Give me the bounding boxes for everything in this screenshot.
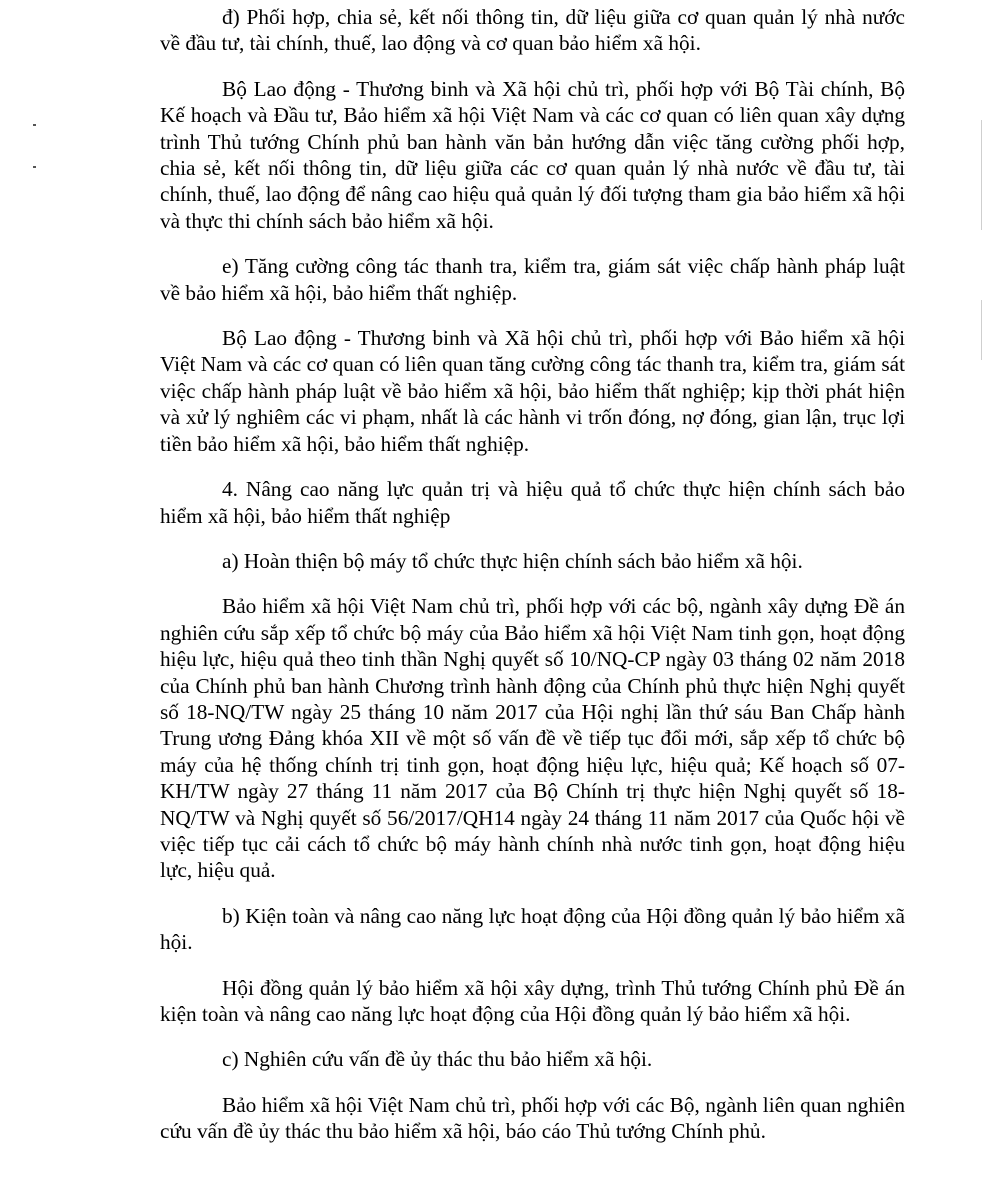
document-body <box>160 4 905 1163</box>
paragraph-a-body: Bảo hiểm xã hội Việt Nam chủ trì, phối hợp với các bộ, ngành xây dựng Đề án nghiên cứu sắp xếp tổ chức bộ máy của Bảo hiểm xã hội Việt Nam tinh gọn, hoạt động hiệu lực, hiệu quả theo tinh thần Nghị quyết số 10/NQ-CP ngày 03 tháng 02 năm 2018 của Chính phủ ban hành Chương trình hành động của Chính phủ thực hiện Nghị quyết số 18-NQ/TW ngày 25 tháng 10 năm 2017 của Hội nghị lần thứ sáu Ban Chấp hành Trung ương Đảng khóa XII về một số vấn đề về tiếp tục đổi mới, sắp xếp tổ chức bộ máy của hệ thống chính trị tinh gọn, hoạt động hiệu lực, hiệu quả; Kế hoạch số 07-KH/TW ngày 27 tháng 11 năm 2017 của Bộ Chính trị thực hiện Nghị quyết số 18-NQ/TW và Nghị quyết số 56/2017/QH14 ngày 24 tháng 11 năm 2017 của Quốc hội về việc tiếp tục cải cách tổ chức bộ máy hành chính nhà nước tinh gọn, hoạt động hiệu lực, hiệu quả. <box>160 594 905 883</box>
paragraph-d-body: Bộ Lao động - Thương binh và Xã hội chủ trì, phối hợp với Bộ Tài chính, Bộ Kế hoạch và Đầu tư, Bảo hiểm xã hội Việt Nam và các cơ quan có liên quan xây dựng trình Thủ tướng Chính phủ ban hành văn bản hướng dẫn việc tăng cường phối hợp, chia sẻ, kết nối thông tin, dữ liệu giữa các cơ quan quản lý nhà nước về đầu tư, tài chính, thuế, lao động để nâng cao hiệu quả quản lý đối tượng tham gia bảo hiểm xã hội và thực thi chính sách bảo hiểm xã hội. <box>160 76 905 233</box>
margin-mark <box>33 124 36 126</box>
section-4-heading: 4. Nâng cao năng lực quản trị và hiệu quả tổ chức thực hiện chính sách bảo hiểm xã hội, bảo hiểm thất nghiệp <box>160 477 905 528</box>
margin-mark <box>33 166 36 168</box>
paragraph-a-heading: a) Hoàn thiện bộ máy tổ chức thực hiện chính sách bảo hiểm xã hội. <box>222 548 803 573</box>
paragraph-e-heading: e) Tăng cường công tác thanh tra, kiểm tra, giám sát việc chấp hành pháp luật về bảo hiểm xã hội, bảo hiểm thất nghiệp. <box>160 254 905 305</box>
paragraph-c-body: Bảo hiểm xã hội Việt Nam chủ trì, phối hợp với các Bộ, ngành liên quan nghiên cứu vấn đề ủy thác thu bảo hiểm xã hội, báo cáo Thủ tướng Chính phủ. <box>160 1092 905 1144</box>
paragraph-b-heading: b) Kiện toàn và nâng cao năng lực hoạt động của Hội đồng quản lý bảo hiểm xã hội. <box>160 903 905 955</box>
paragraph-e-body: Bộ Lao động - Thương binh và Xã hội chủ trì, phối hợp với Bảo hiểm xã hội Việt Nam và các cơ quan có liên quan tăng cường công tác thanh tra, kiểm tra, giám sát việc chấp hành pháp luật về bảo hiểm xã hội, bảo hiểm thất nghiệp; kịp thời phát hiện và xử lý nghiêm các vi phạm, nhất là các hành vi trốn đóng, nợ đóng, gian lận, trục lợi tiền bảo hiểm xã hội, bảo hiểm thất nghiệp. <box>160 326 905 456</box>
paragraph-c-heading: c) Nghiên cứu vấn đề ủy thác thu bảo hiểm xã hội. <box>222 1047 653 1072</box>
paragraph-b-body: Hội đồng quản lý bảo hiểm xã hội xây dựng, trình Thủ tướng Chính phủ Đề án kiện toàn và nâng cao năng lực hoạt động của Hội đồng quản lý bảo hiểm xã hội. <box>160 975 905 1026</box>
paragraph-d-heading: đ) Phối hợp, chia sẻ, kết nối thông tin, dữ liệu giữa cơ quan quản lý nhà nước về đầu tư, tài chính, thuế, lao động và cơ quan bảo hiểm xã hội. <box>160 5 905 56</box>
